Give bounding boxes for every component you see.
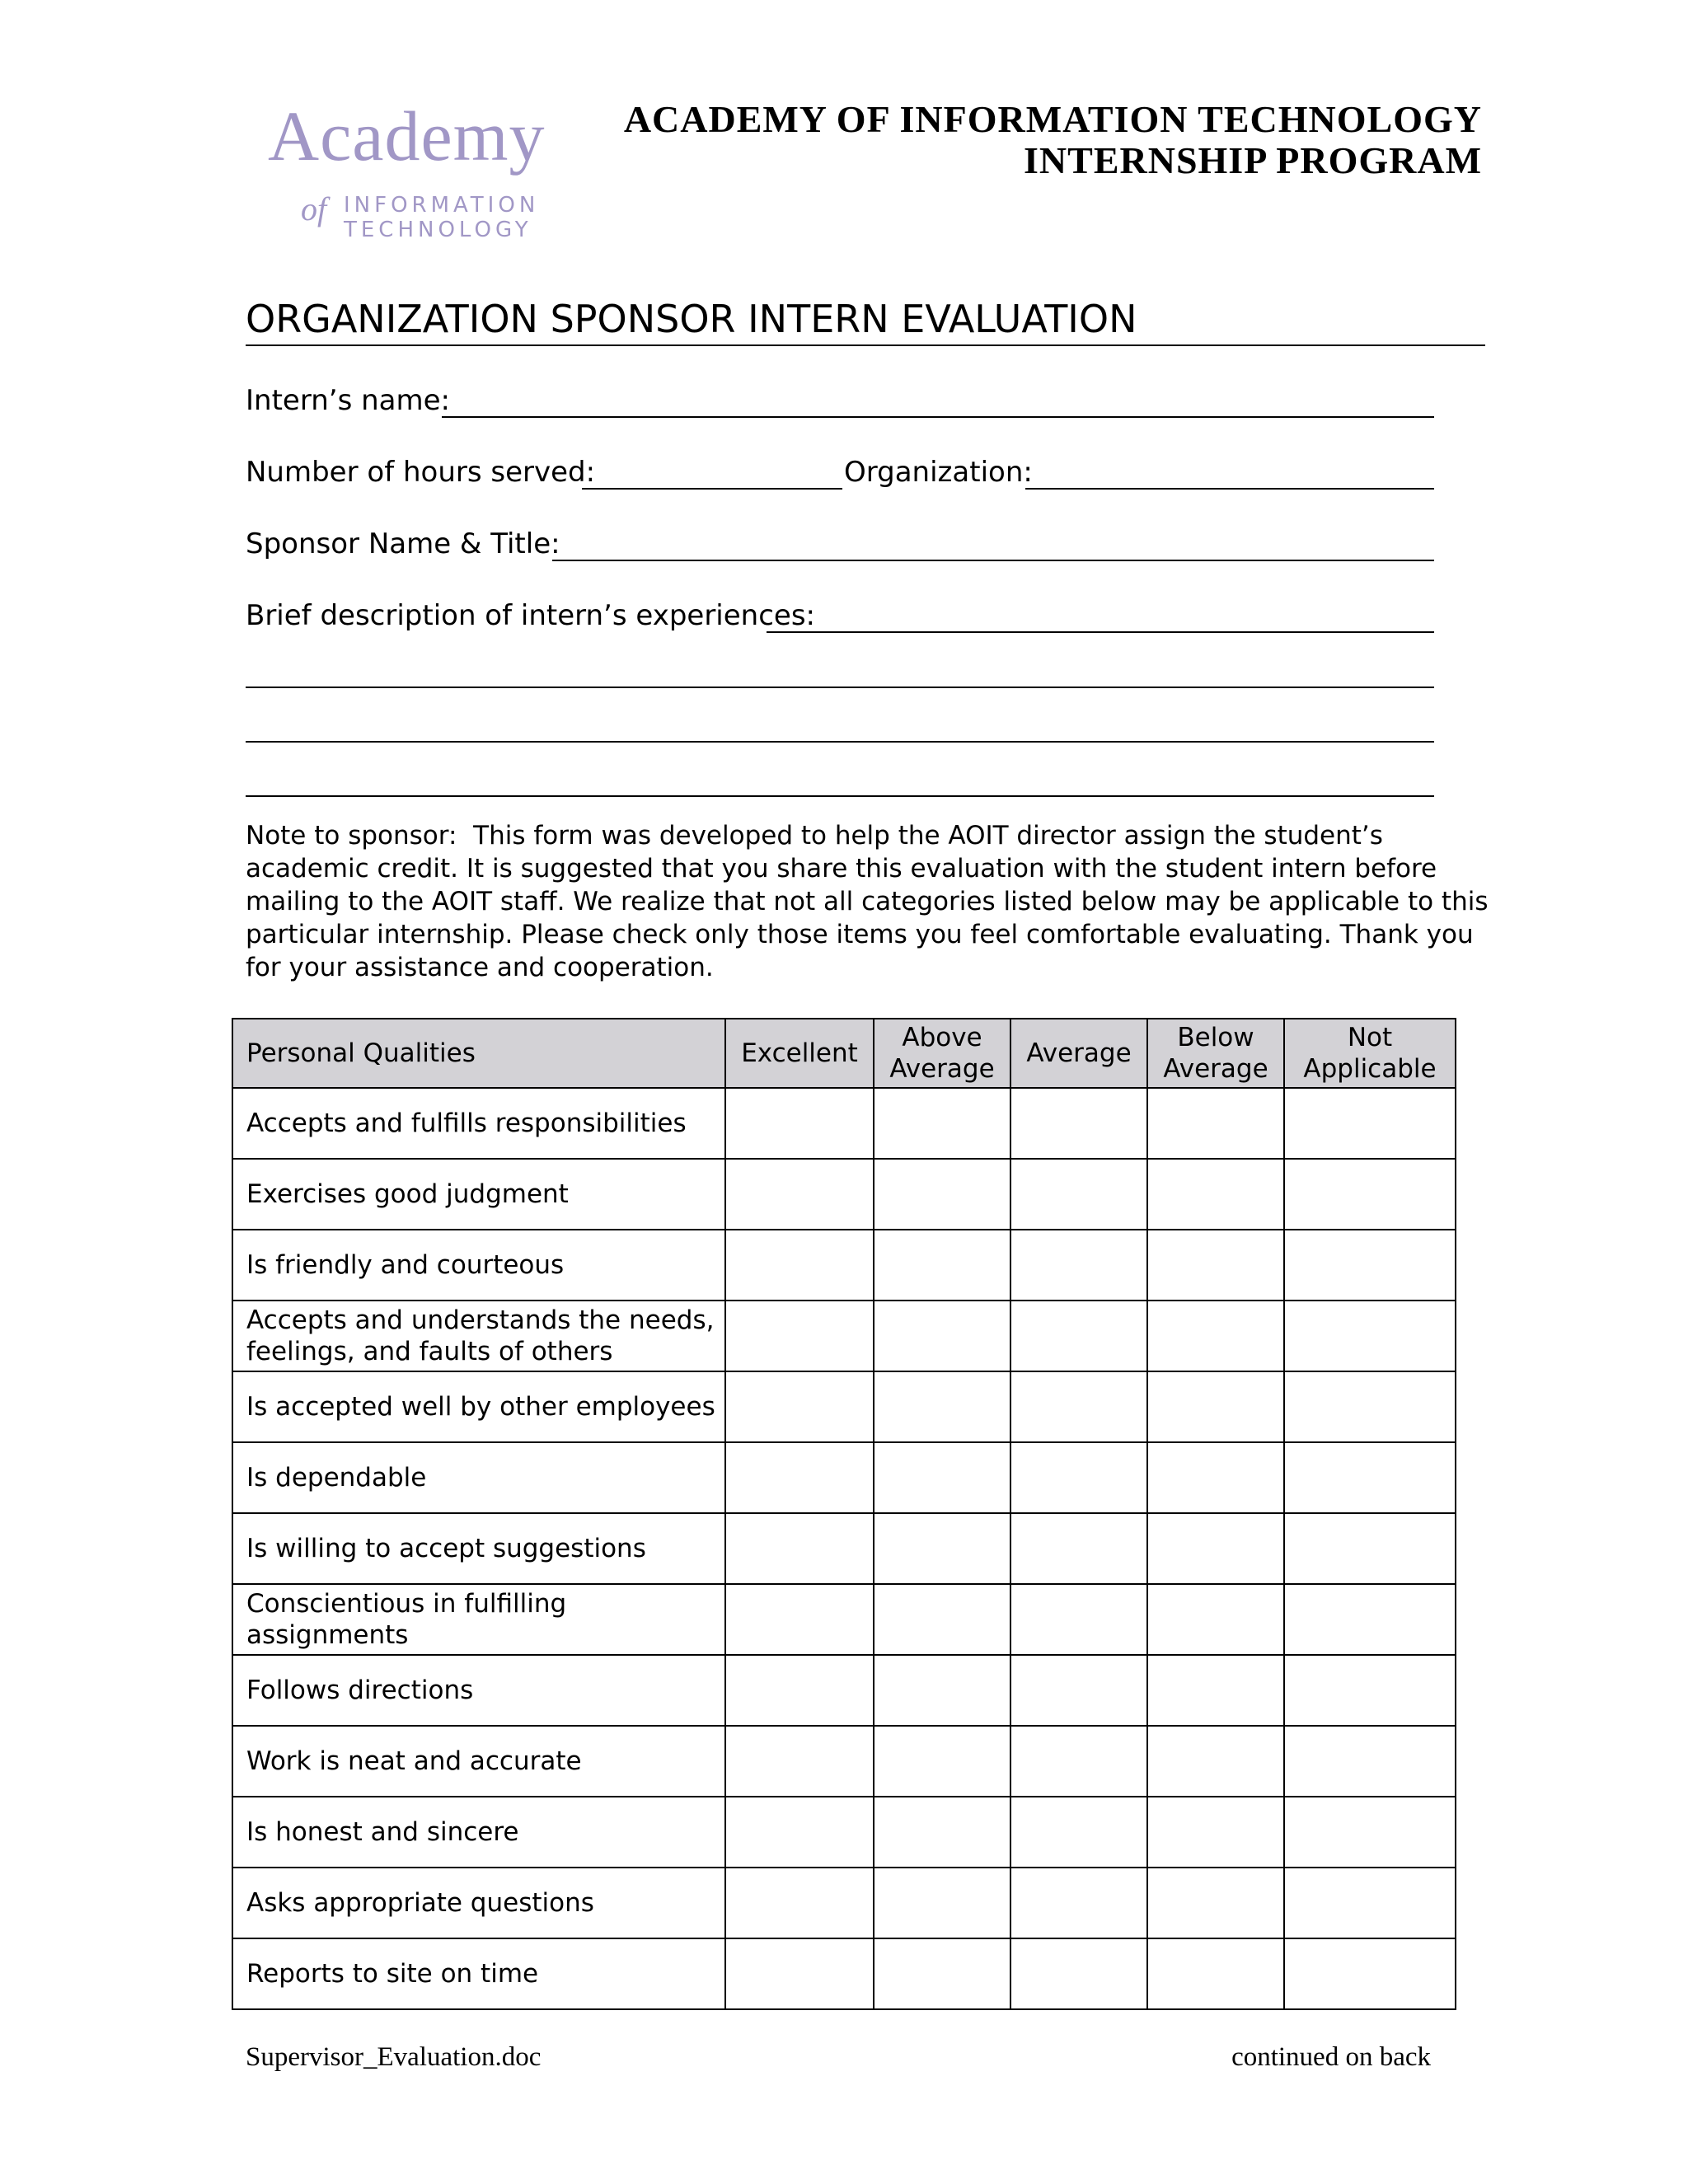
description-line-1[interactable] [767, 631, 1434, 633]
quality-label: Accepts and understands the needs, feelings, and faults of others [232, 1301, 725, 1371]
rating-cell-above-average[interactable] [874, 1159, 1010, 1230]
rating-cell-not-applicable[interactable] [1284, 1868, 1456, 1938]
rating-cell-excellent[interactable] [725, 1088, 874, 1159]
rating-cell-average[interactable] [1010, 1513, 1147, 1584]
quality-label: Work is neat and accurate [232, 1726, 725, 1797]
rating-cell-average[interactable] [1010, 1088, 1147, 1159]
table-row [232, 1938, 1456, 2009]
rating-cell-not-applicable[interactable] [1284, 1442, 1456, 1513]
rating-cell-excellent[interactable] [725, 1726, 874, 1797]
rating-cell-average[interactable] [1010, 1584, 1147, 1655]
quality-label: Is friendly and courteous [232, 1230, 725, 1301]
hours-line[interactable] [582, 488, 842, 490]
table-row [232, 1159, 1456, 1230]
quality-label: Is accepted well by other employees [232, 1371, 725, 1442]
rating-cell-not-applicable[interactable] [1284, 1301, 1456, 1371]
rating-cell-average[interactable] [1010, 1301, 1147, 1371]
table-row [232, 1797, 1456, 1868]
rating-cell-not-applicable[interactable] [1284, 1230, 1456, 1301]
rating-cell-above-average[interactable] [874, 1868, 1010, 1938]
rating-cell-above-average[interactable] [874, 1513, 1010, 1584]
rating-cell-above-average[interactable] [874, 1797, 1010, 1868]
rating-cell-average[interactable] [1010, 1371, 1147, 1442]
table-row [232, 1584, 1456, 1655]
quality-label: Is honest and sincere [232, 1797, 725, 1868]
page-title: ORGANIZATION SPONSOR INTERN EVALUATION [246, 297, 1137, 341]
note-text: This form was developed to help the AOIT director assign the student’s academic credit. It is suggested that you share this evaluation with the student intern before mailing to the AOIT staff. We realize that not all categories listed below may be applicable to this particular internship. Please check only those items you feel comfortable evaluating. Thank you for your assistance and cooperation. [246, 821, 1489, 982]
description-line-2[interactable] [246, 687, 1434, 688]
rating-cell-excellent[interactable] [725, 1442, 874, 1513]
rating-cell-above-average[interactable] [874, 1230, 1010, 1301]
rating-cell-above-average[interactable] [874, 1655, 1010, 1726]
evaluation-table [232, 1018, 1456, 2010]
rating-cell-not-applicable[interactable] [1284, 1513, 1456, 1584]
rating-cell-below-average[interactable] [1147, 1584, 1284, 1655]
rating-cell-not-applicable[interactable] [1284, 1655, 1456, 1726]
quality-label: Reports to site on time [232, 1938, 725, 2009]
col-not-applicable [1284, 1019, 1456, 1088]
title-divider [246, 344, 1485, 346]
rating-cell-below-average[interactable] [1147, 1513, 1284, 1584]
table-row [232, 1726, 1456, 1797]
rating-cell-excellent[interactable] [725, 1159, 874, 1230]
quality-label: Follows directions [232, 1655, 725, 1726]
quality-label: Exercises good judgment [232, 1159, 725, 1230]
rating-cell-average[interactable] [1010, 1726, 1147, 1797]
header-line-2: INTERNSHIP PROGRAM [1024, 139, 1482, 181]
footer-filename: Supervisor_Evaluation.doc [246, 2042, 542, 2072]
rating-cell-average[interactable] [1010, 1230, 1147, 1301]
table-header-row [232, 1019, 1456, 1088]
rating-cell-excellent[interactable] [725, 1230, 874, 1301]
table-row [232, 1442, 1456, 1513]
rating-cell-excellent[interactable] [725, 1513, 874, 1584]
rating-cell-excellent[interactable] [725, 1655, 874, 1726]
col-not-applicable-line1: Not [1347, 1023, 1393, 1052]
sponsor-label: Sponsor Name & Title: [246, 527, 560, 560]
note-label: Note to sponsor: [246, 821, 457, 851]
table-row [232, 1371, 1456, 1442]
rating-cell-below-average[interactable] [1147, 1442, 1284, 1513]
rating-cell-above-average[interactable] [874, 1938, 1010, 2009]
rating-cell-below-average[interactable] [1147, 1868, 1284, 1938]
intern-name-line[interactable] [442, 416, 1434, 418]
rating-cell-excellent[interactable] [725, 1868, 874, 1938]
header-line-1: ACADEMY OF INFORMATION TECHNOLOGY [623, 98, 1482, 140]
table-row [232, 1230, 1456, 1301]
rating-cell-average[interactable] [1010, 1868, 1147, 1938]
rating-cell-average[interactable] [1010, 1655, 1147, 1726]
intern-name-label: Intern’s name: [246, 384, 450, 417]
table-row [232, 1301, 1456, 1371]
rating-cell-below-average[interactable] [1147, 1655, 1284, 1726]
rating-cell-above-average[interactable] [874, 1371, 1010, 1442]
rating-cell-excellent[interactable] [725, 1797, 874, 1868]
sponsor-line[interactable] [552, 560, 1434, 561]
logo-of: of [301, 190, 327, 227]
rating-cell-below-average[interactable] [1147, 1230, 1284, 1301]
rating-cell-excellent[interactable] [725, 1584, 874, 1655]
rating-cell-below-average[interactable] [1147, 1371, 1284, 1442]
rating-cell-above-average[interactable] [874, 1088, 1010, 1159]
table-row [232, 1655, 1456, 1726]
table-row [232, 1088, 1456, 1159]
quality-label: Is dependable [232, 1442, 725, 1513]
quality-label: Asks appropriate questions [232, 1868, 725, 1938]
organization-line[interactable] [1025, 488, 1434, 490]
col-not-applicable-line2: Applicable [1303, 1054, 1437, 1084]
rating-cell-not-applicable[interactable] [1284, 1088, 1456, 1159]
rating-cell-not-applicable[interactable] [1284, 1797, 1456, 1868]
col-below-average [1147, 1019, 1284, 1088]
col-above-average [874, 1019, 1010, 1088]
quality-label: Accepts and fulfills responsibilities [232, 1088, 725, 1159]
description-line-4[interactable] [246, 795, 1434, 797]
note-to-sponsor [246, 819, 1490, 984]
hours-label: Number of hours served: [246, 456, 596, 489]
col-below-average-line2: Average [1163, 1054, 1268, 1084]
academy-logo [235, 92, 556, 249]
rating-cell-average[interactable] [1010, 1442, 1147, 1513]
rating-cell-above-average[interactable] [874, 1726, 1010, 1797]
col-above-average-line1: Above [902, 1023, 982, 1052]
rating-cell-not-applicable[interactable] [1284, 1159, 1456, 1230]
rating-cell-excellent[interactable] [725, 1371, 874, 1442]
rating-cell-below-average[interactable] [1147, 1301, 1284, 1371]
col-above-average-line2: Average [889, 1054, 995, 1084]
rating-cell-not-applicable[interactable] [1284, 1371, 1456, 1442]
rating-cell-average[interactable] [1010, 1159, 1147, 1230]
rating-cell-not-applicable[interactable] [1284, 1726, 1456, 1797]
rating-cell-below-average[interactable] [1147, 1726, 1284, 1797]
rating-cell-above-average[interactable] [874, 1442, 1010, 1513]
footer-continued: continued on back [1231, 2042, 1431, 2072]
logo-technology: TECHNOLOGY [344, 218, 532, 242]
rating-cell-average[interactable] [1010, 1938, 1147, 2009]
logo-information: INFORMATION [344, 193, 540, 218]
rating-cell-not-applicable[interactable] [1284, 1938, 1456, 2009]
organization-label: Organization: [844, 456, 1033, 489]
description-line-3[interactable] [246, 741, 1434, 743]
table-row [232, 1868, 1456, 1938]
rating-cell-below-average[interactable] [1147, 1088, 1284, 1159]
col-excellent: Excellent [725, 1019, 874, 1088]
col-average: Average [1010, 1019, 1147, 1088]
rating-cell-not-applicable[interactable] [1284, 1584, 1456, 1655]
col-personal-qualities: Personal Qualities [232, 1019, 725, 1088]
col-below-average-line1: Below [1177, 1023, 1254, 1052]
rating-cell-below-average[interactable] [1147, 1159, 1284, 1230]
rating-cell-below-average[interactable] [1147, 1938, 1284, 2009]
logo-wordmark: Academy [268, 96, 546, 176]
rating-cell-below-average[interactable] [1147, 1797, 1284, 1868]
quality-label: Conscientious in fulfilling assignments [232, 1584, 725, 1655]
quality-label: Is willing to accept suggestions [232, 1513, 725, 1584]
table-row [232, 1513, 1456, 1584]
rating-cell-excellent[interactable] [725, 1938, 874, 2009]
description-label: Brief description of intern’s experiences: [246, 599, 815, 632]
rating-cell-above-average[interactable] [874, 1584, 1010, 1655]
rating-cell-excellent[interactable] [725, 1301, 874, 1371]
rating-cell-average[interactable] [1010, 1797, 1147, 1868]
rating-cell-above-average[interactable] [874, 1301, 1010, 1371]
